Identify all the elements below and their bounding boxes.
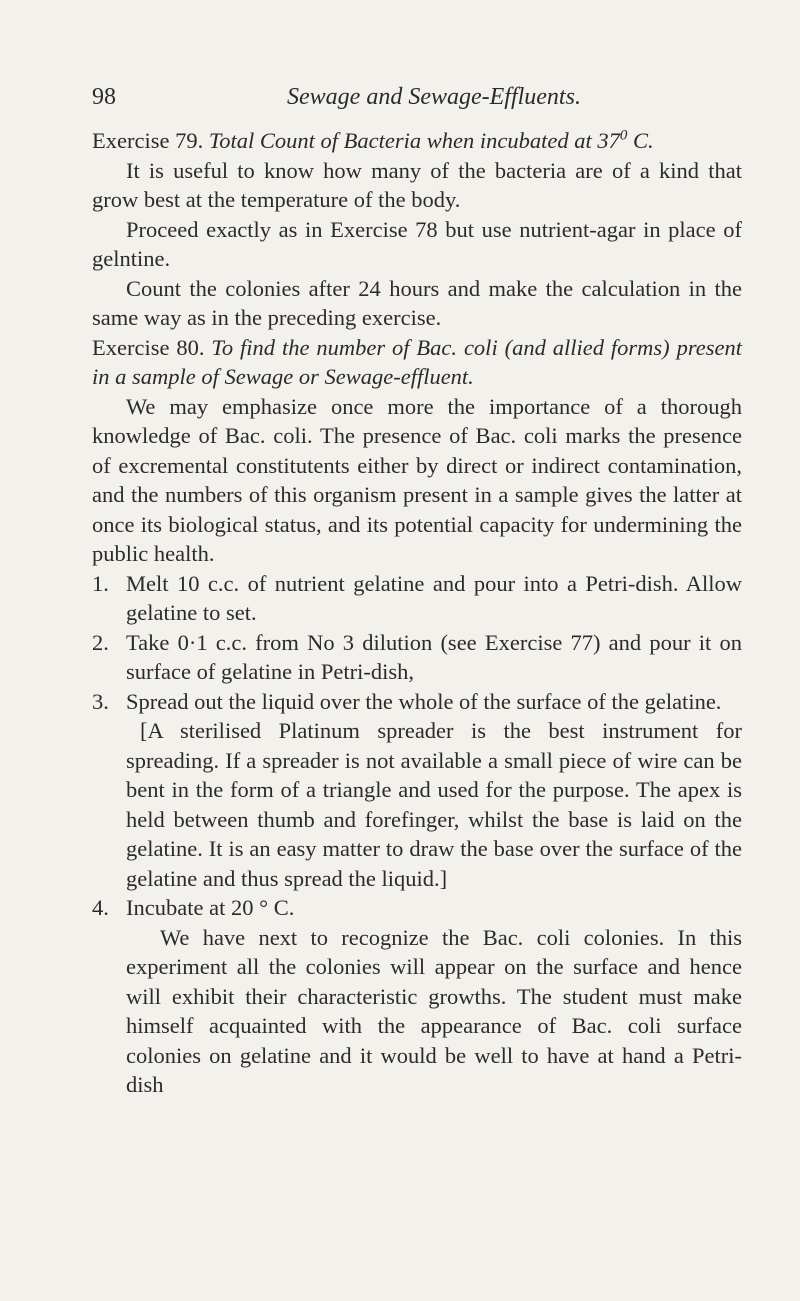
page-number: 98 xyxy=(92,84,116,110)
closing-paragraph: We have next to recognize the Bac. coli colonies. In this experiment all the colonies will appear on the surface and hence will exhibit their characteristic growths. The student must make himself acquainted with the appearance of Bac. coli surface colonies on gelatine and it would be well to have at hand a Petri-dish xyxy=(126,924,742,1097)
exercise-79-heading xyxy=(92,126,742,156)
exercise-80-intro: We may emphasize once more the importance of a thorough knowledge of Bac. coli. The presence of Bac. coli marks the presence of excremental constitutents either by direct or indirect contamination, and the numbers of this organism present in a sample gives the latter at once its biological status, and its potential capacity for undermining the public health. xyxy=(92,393,742,566)
step-2 xyxy=(92,628,742,687)
exercise-80-title: To find the number of Bac. coli (and allied forms) present in a sample of Sewage or Sewage-effluent. xyxy=(92,334,742,389)
exercise-79-paragraph-3: Count the colonies after 24 hours and make the calculation in the same way as in the preceding exercise. xyxy=(92,275,742,330)
exercise-79-title: Total Count of Bacteria when incubated at $37^0$ C. xyxy=(208,127,654,153)
step-text: Take 0·1 c.c. from No 3 dilution (see Exercise 77) and pour it on surface of gelatine in Petri-dish, xyxy=(126,629,742,684)
running-title: Sewage and Sewage-Effluents. xyxy=(287,84,581,110)
spreader-note: [A sterilised Platinum spreader is the best instrument for spreading. If a spreader is not available a small piece of wire can be bent in the form of a triangle and used for the purpose. The apex is held between thumb and forefinger, whilst the base is laid on the gelatine. It is an easy matter to draw the base over the surface of the gelatine and thus spread the liquid.] xyxy=(126,718,742,891)
page-body xyxy=(92,126,742,1100)
page-header xyxy=(92,82,581,112)
exercise-79-label: Exercise 79. xyxy=(92,128,204,153)
step-text: Spread out the liquid over the whole of the surface of the gelatine. xyxy=(126,688,722,714)
step-3 xyxy=(92,687,742,717)
step-number: 3. xyxy=(92,688,109,714)
exercise-79-paragraph-1: It is useful to know how many of the bacteria are of a kind that grow best at the temperature of the body. xyxy=(92,157,742,212)
exercise-80-label: Exercise 80. xyxy=(92,334,205,360)
step-number: 2. xyxy=(92,629,109,655)
step-4 xyxy=(92,893,742,923)
exercise-80-heading xyxy=(92,333,742,392)
step-number: 1. xyxy=(92,570,109,596)
step-text: Incubate at 20 ° C. xyxy=(126,895,295,920)
degree-superscript: 0 xyxy=(619,127,628,144)
step-text: Melt 10 c.c. of nutrient gelatine and pour into a Petri-dish. Allow gelatine to set. xyxy=(126,570,742,625)
step-1 xyxy=(92,569,742,628)
exercise-79-paragraph-2: Proceed exactly as in Exercise 78 but use nutrient-agar in place of gelntine. xyxy=(92,216,742,271)
step-number: 4. xyxy=(92,895,109,920)
